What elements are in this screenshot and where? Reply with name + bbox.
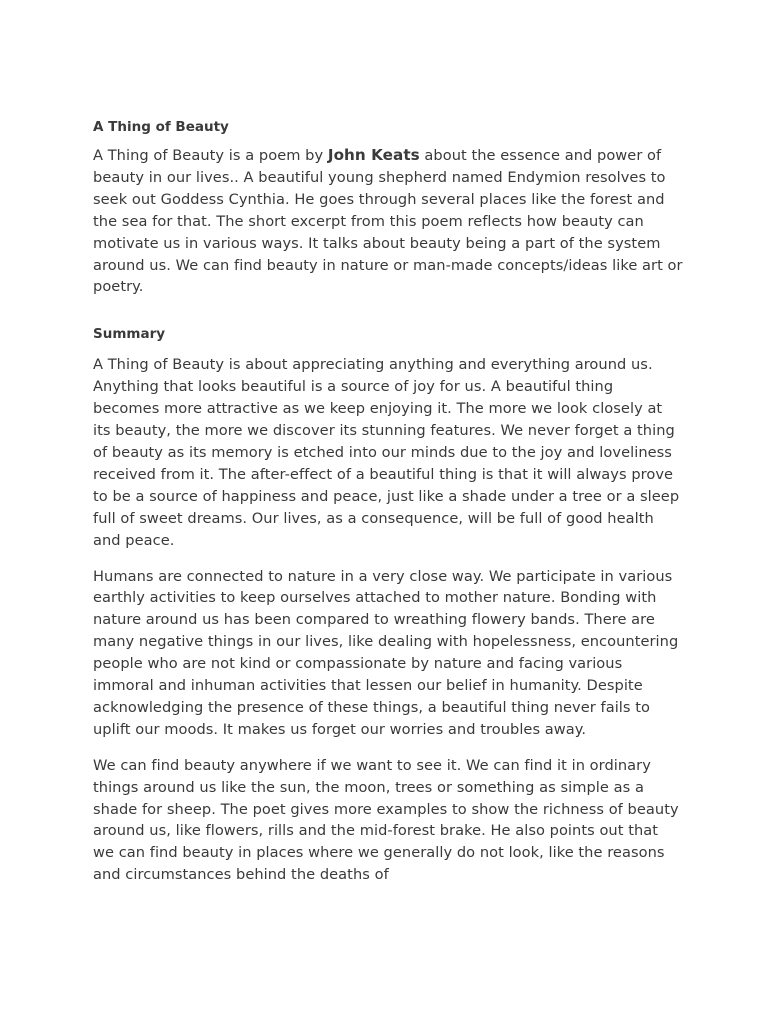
summary-paragraph-1: A Thing of Beauty is about appreciating anything and everything around us. Anything that looks beautiful is a source of joy for us. A beautiful thing becomes more attractive as we keep enjoying it. The more we look closely at its beauty, the more we discover its stunning features. We never forget a thing of beauty as its memory is etched into our minds due to the joy and loveliness received from it. The after-effect of a beautiful thing is that it will always prove to be a source of happiness and peace, just like a shade under a tree or a sleep full of sweet dreams. Our lives, as a consequence, will be full of good health and peace. bbox=[93, 356, 680, 549]
intro-text-before-author: A Thing of Beauty is a poem by bbox=[93, 147, 328, 164]
intro-paragraph bbox=[93, 145, 683, 298]
intro-text-after-author: about the essence and power of beauty in our lives.. A beautiful young shepherd named Endymion resolves to seek out Goddess Cynthia. He goes through several places like the forest and the sea for that. The short excerpt from this poem reflects how beauty can motivate us in various ways. It talks about beauty being a part of the system around us. We can find beauty in nature or man-made concepts/ideas like art or poetry. bbox=[93, 147, 683, 296]
summary-heading: Summary bbox=[93, 326, 166, 343]
document-page bbox=[93, 117, 683, 886]
document-title: A Thing of Beauty bbox=[93, 119, 229, 135]
summary-paragraph-3: We can find beauty anywhere if we want to see it. We can find it in ordinary things around us like the sun, the moon, trees or something as simple as a shade for sheep. The poet gives more examples to show the richness of beauty around us, like flowers, rills and the mid-forest brake. He also points out that we can find beauty in places where we generally do not look, like the reasons and circumstances behind the deaths of bbox=[93, 756, 679, 884]
author-name: John Keats bbox=[327, 146, 420, 164]
summary-paragraph-2: Humans are connected to nature in a very close way. We participate in various earthly activities to keep ourselves attached to mother nature. Bonding with nature around us has been compared to wreathing flowery bands. There are many negative things in our lives, like dealing with hopelessness, encountering people who are not kind or compassionate by nature and facing various immoral and inhuman activities that lessen our belief in humanity. Despite acknowledging the presence of these things, a beautiful thing never fails to uplift our moods. It makes us forget our worries and troubles away. bbox=[93, 567, 679, 738]
